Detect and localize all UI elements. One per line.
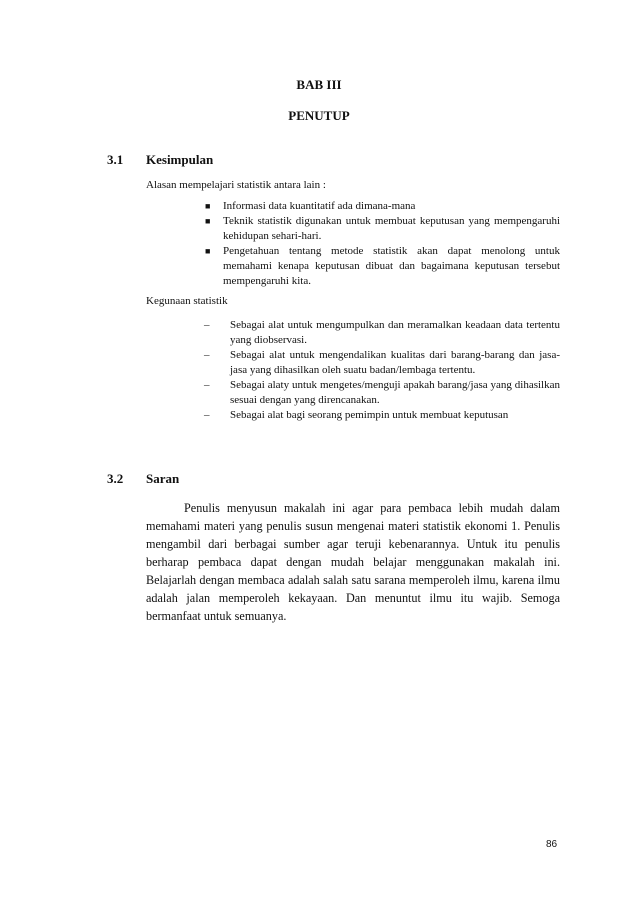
saran-paragraph-block: [146, 499, 560, 625]
list-item: ■ Informasi data kuantitatif ada dimana-mana: [205, 200, 416, 212]
bullet-icon: ■: [205, 246, 211, 256]
dash-icon: –: [204, 379, 210, 391]
saran-paragraph: Penulis menyusun makalah ini agar para pembaca lebih mudah dalam memahami materi yang penulis susun mengenai materi statistik ekonomi 1. Penulis mengambil dari berbagai sumber agar teruji kebenarannya. Untuk itu penulis berharap pembaca dapat dengan mudah belajar menggunakan makalah ini. Belajarlah dengan membaca adalah salah satu sarana memperoleh ilmu, karena ilmu adalah jalan memperoleh kekayaan. Dan menuntut ilmu itu wajib. Semoga bermanfaat untuk semuanya.: [146, 501, 560, 623]
dash-icon: –: [204, 349, 210, 361]
uses-label: Kegunaan statistik: [146, 295, 228, 307]
list-item: ■ Pengetahuan tentang metode statistik akan dapat menolong untuk memahami kenapa keputusan dibuat dan bagaimana keputusan tersebut mempengaruhi kita.: [205, 245, 560, 287]
bullet-icon: ■: [205, 216, 211, 226]
chapter-label: BAB III: [296, 77, 342, 92]
list-item: – Sebagai alat untuk mengumpulkan dan meramalkan keadaan data tertentu yang diobservasi.: [204, 319, 560, 346]
section-number-saran: 3.2: [107, 471, 124, 486]
page-number: 86: [546, 839, 558, 850]
kesimpulan-intro: Alasan mempelajari statistik antara lain :: [146, 179, 326, 191]
section-title-saran: Saran: [146, 471, 180, 486]
list-item: ■ Teknik statistik digunakan untuk membuat keputusan yang mempengaruhi kehidupan sehari-hari.: [205, 215, 560, 242]
bullet-icon: ■: [205, 201, 211, 211]
list-item: – Sebagai alat untuk mengendalikan kualitas dari barang-barang dan jasa-jasa yang dihasilkan oleh suatu badan/lembaga tertentu.: [204, 349, 560, 376]
dash-icon: –: [204, 409, 210, 421]
dash-icon: –: [204, 319, 210, 331]
section-number-kesimpulan: 3.1: [107, 152, 124, 167]
list-item: – Sebagai alat bagi seorang pemimpin untuk membuat keputusan: [204, 409, 509, 421]
section-title-kesimpulan: Kesimpulan: [146, 152, 214, 167]
chapter-title: PENUTUP: [288, 108, 350, 123]
list-item: – Sebagai alaty untuk mengetes/menguji apakah barang/jasa yang dihasilkan sesuai dengan yang direncanakan.: [204, 379, 560, 406]
reasons-list: [205, 199, 560, 289]
uses-list: [204, 318, 560, 423]
